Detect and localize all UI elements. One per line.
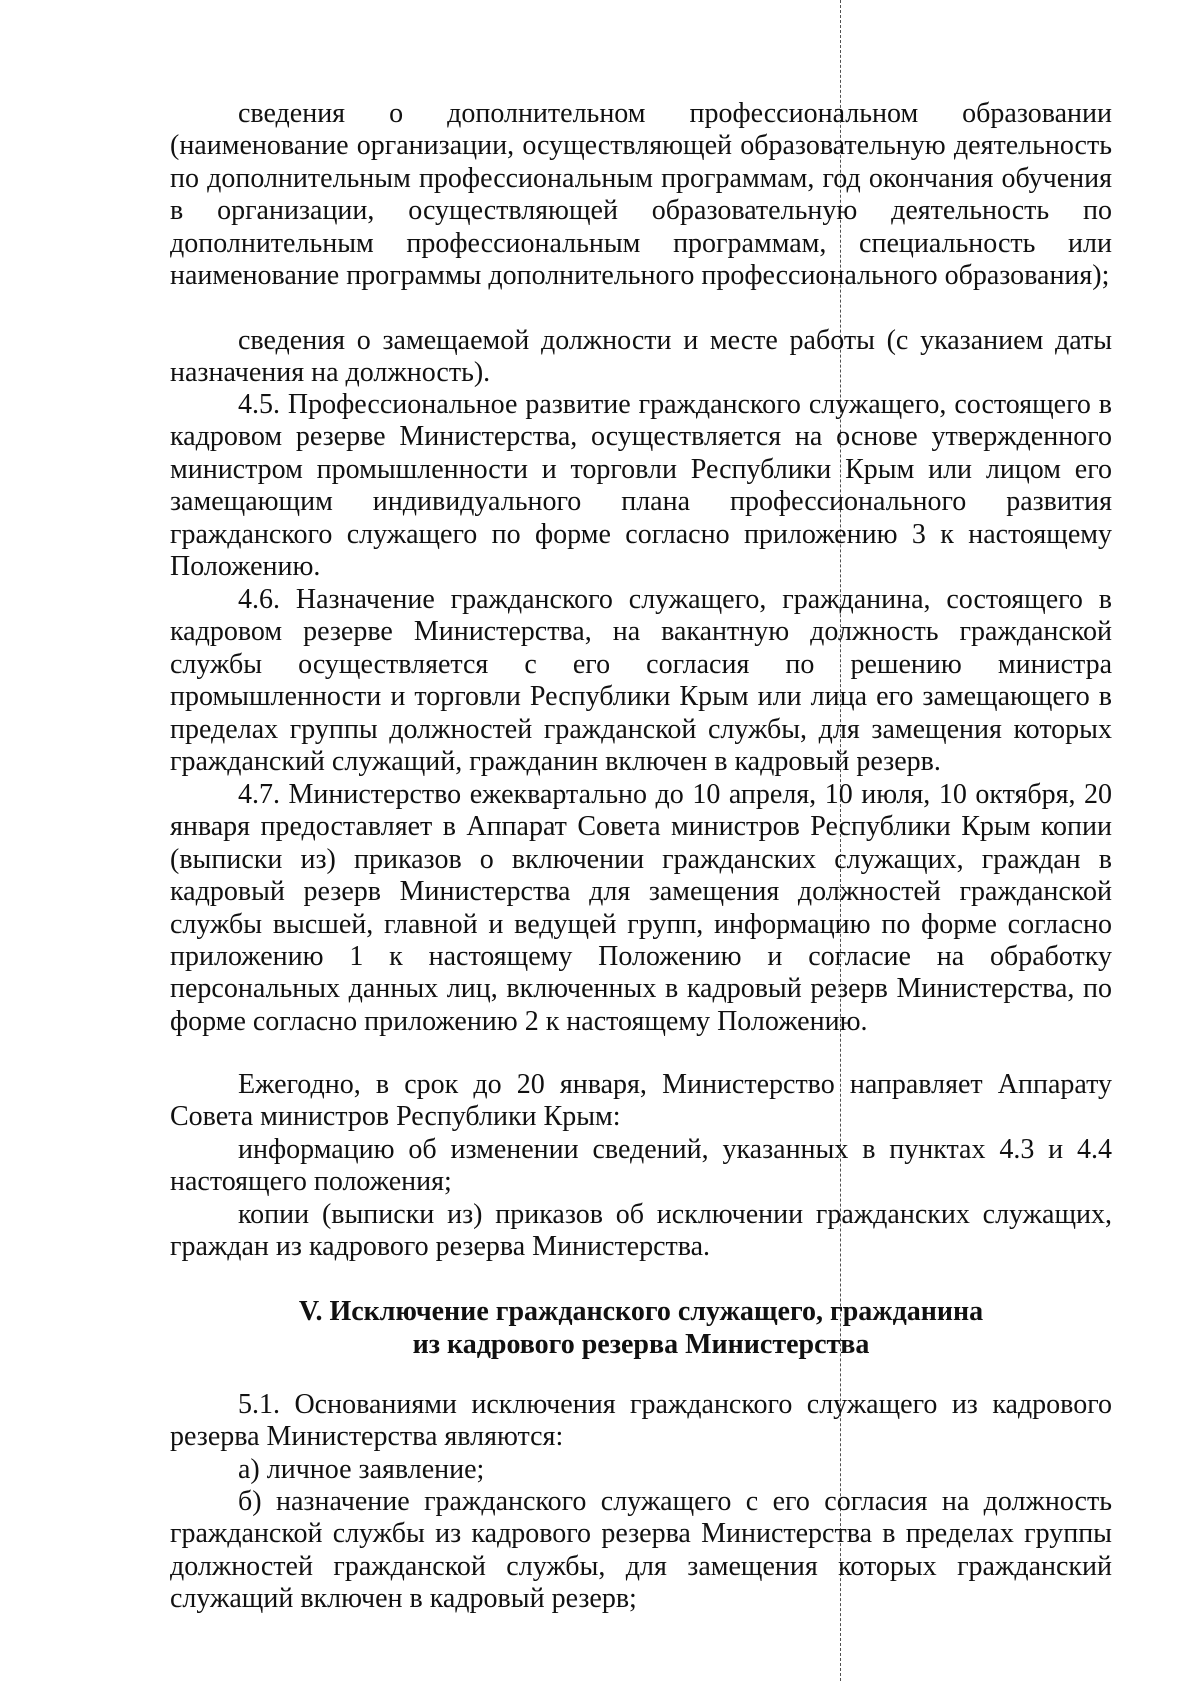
paragraph-copies-exclusion: копии (выписки из) приказов об исключении гражданских служащих, граждан из кадрового резерва Министерства. xyxy=(170,1199,1112,1263)
paragraph-5-1: 5.1. Основаниями исключения гражданского служащего из кадрового резерва Министерства являются: xyxy=(170,1389,1112,1453)
paragraph-info-changes: информацию об изменении сведений, указанных в пунктах 4.3 и 4.4 настоящего положения; xyxy=(170,1134,1112,1198)
paragraph-4-7: 4.7. Министерство ежеквартально до 10 апреля, 10 июля, 10 октября, 20 января предоставляет в Аппарат Совета министров Республики Крым копии (выписки из) приказов о включении гражданских служащих, граждан в кадровый резерв Министерства для замещения должностей гражданской службы высшей, главной и ведущей групп, информацию по форме согласно приложению 1 к настоящему Положению и согласие на обработку персональных данных лиц, включенных в кадровый резерв Министерства, по форме согласно приложению 2 к настоящему Положению. xyxy=(170,779,1112,1037)
paragraph-item-a: а) личное заявление; xyxy=(238,1454,485,1485)
paragraph-4-5: 4.5. Профессиональное развитие гражданского служащего, состоящего в кадровом резерве Министерства, осуществляется на основе утвержденного министром промышленности и торговли Республики Крым или лицом его замещающим индивидуального плана профессионального развития гражданского служащего по форме согласно приложению 3 к настоящему Положению. xyxy=(170,389,1112,583)
paragraph-annually: Ежегодно, в срок до 20 января, Министерство направляет Аппарату Совета министров Республики Крым: xyxy=(170,1069,1112,1133)
section-heading xyxy=(170,1295,1112,1361)
paragraph-additional-education: сведения о дополнительном профессиональном образовании (наименование организации, осуществляющей образовательную деятельность по дополнительным профессиональным программам, год окончания обучения в организации, осуществляющей образовательную деятельность по дополнительным профессиональным программам, специальность или наименование программы дополнительного профессионального образования); xyxy=(170,98,1112,292)
section-heading-line-1: V. Исключение гражданского служащего, гражданина xyxy=(298,1296,984,1327)
paragraph-current-position: сведения о замещаемой должности и месте работы (с указанием даты назначения на должность). xyxy=(170,325,1112,389)
section-heading-line-2: из кадрового резерва Министерства xyxy=(412,1329,870,1360)
paragraph-item-b: б) назначение гражданского служащего с его согласия на должность гражданской службы из кадрового резерва Министерства в пределах группы должностей гражданской службы, для замещения которых гражданский служащий включен в кадровый резерв; xyxy=(170,1486,1112,1615)
paragraph-4-6: 4.6. Назначение гражданского служащего, гражданина, состоящего в кадровом резерве Министерства, на вакантную должность гражданской службы осуществляется с его согласия по решению министра промышленности и торговли Республики Крым или лица его замещающего в пределах группы должностей гражданской службы, для замещения которых гражданский служащий, гражданин включен в кадровый резерв. xyxy=(170,584,1112,778)
